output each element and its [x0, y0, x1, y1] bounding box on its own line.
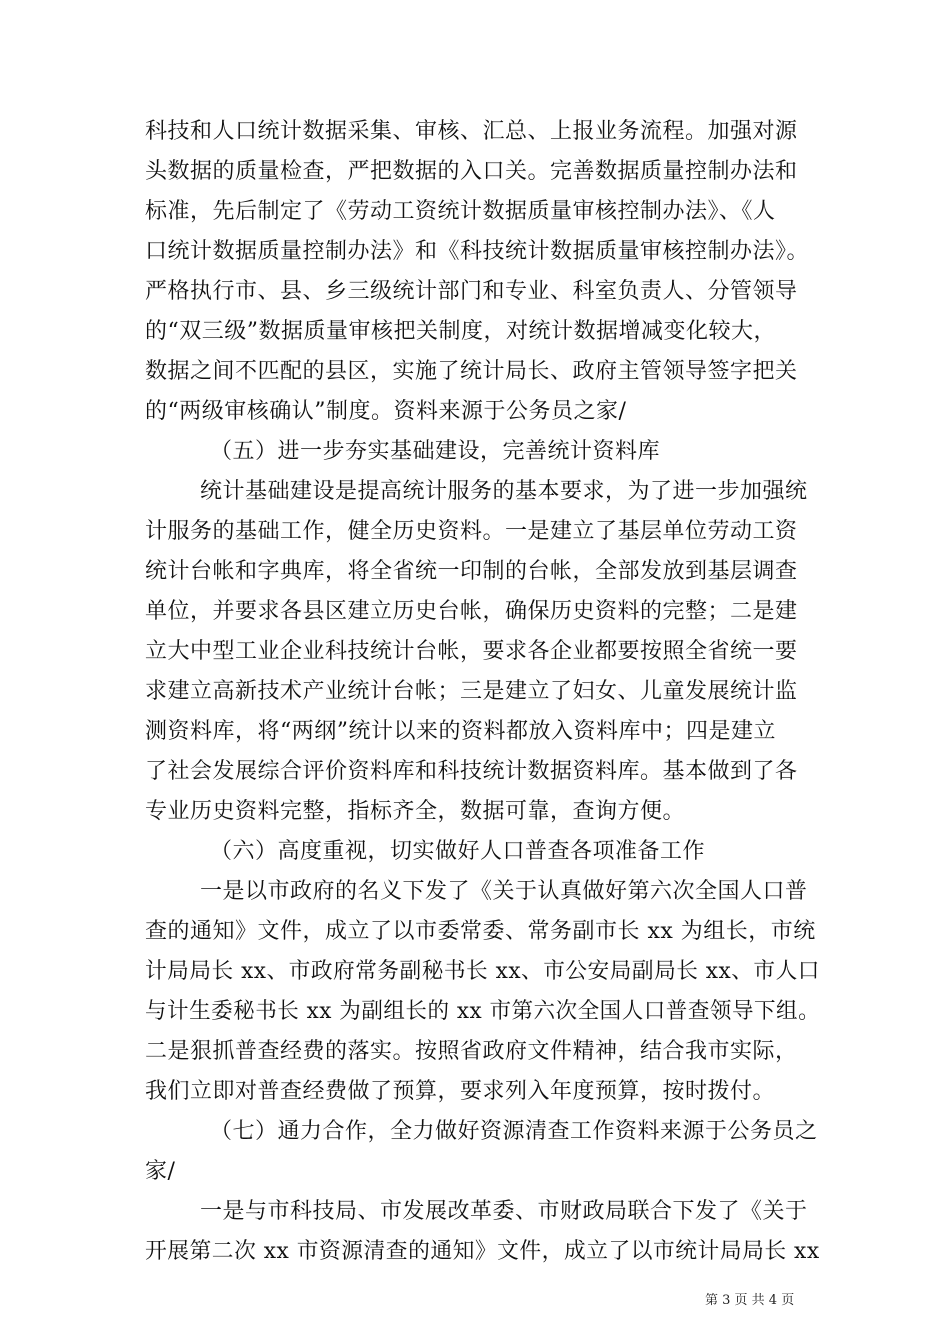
body-text-line: 专业历史资料完整，指标齐全，数据可靠，查询方便。 [145, 799, 686, 824]
body-text-line: 的“两级审核确认”制度。资料来源于公务员之家/ [145, 399, 627, 424]
body-text-line: 头数据的质量检查，严把数据的入口关。完善数据质量控制办法和 [145, 159, 798, 184]
body-text-line: 测资料库，将“两纲”统计以来的资料都放入资料库中；四是建立 [145, 719, 776, 744]
body-text-line: 计局局长 xx、市政府常务副秘书长 xx、市公安局副局长 xx、市人口 [145, 959, 820, 984]
body-text-line: 严格执行市、县、乡三级统计部门和专业、科室负责人、分管领导 [145, 279, 798, 304]
section-heading-5: （五）进一步夯实基础建设，完善统计资料库 [210, 439, 661, 464]
body-text-line: 与计生委秘书长 xx 为副组长的 xx 市第六次全国人口普查领导下组。 [145, 999, 821, 1024]
paragraph-first-line: 统计基础建设是提高统计服务的基本要求，为了进一步加强统 [200, 479, 808, 504]
paragraph-first-line: 一是与市科技局、市发展改革委、市财政局联合下发了《关于 [200, 1199, 808, 1224]
section-heading-6: （六）高度重视，切实做好人口普查各项准备工作 [210, 839, 706, 864]
body-text-line: 口统计数据质量控制办法》和《科技统计数据质量审核控制办法》。 [145, 239, 810, 264]
section-heading-7: （七）通力合作，全力做好资源清查工作资料来源于公务员之 [210, 1119, 818, 1144]
body-text-line: 标准，先后制定了《劳动工资统计数据质量审核控制办法》、《人 [145, 199, 776, 224]
body-text-line: 计服务的基础工作，健全历史资料。一是建立了基层单位劳动工资 [145, 519, 798, 544]
body-text-line: 求建立高新技术产业统计台帐；三是建立了妇女、儿童发展统计监 [145, 679, 798, 704]
body-text-line: 开展第二次 xx 市资源清查的通知》文件，成立了以市统计局局长 xx [145, 1239, 820, 1264]
body-text-line: 家/ [145, 1159, 176, 1184]
body-text-line: 立大中型工业企业科技统计台帐，要求各企业都要按照全省统一要 [145, 639, 798, 664]
body-text-line: 二是狠抓普查经费的落实。按照省政府文件精神，结合我市实际， [145, 1039, 798, 1064]
body-text-line: 单位，并要求各县区建立历史台帐，确保历史资料的完整；二是建 [145, 599, 798, 624]
body-text-line: 数据之间不匹配的县区，实施了统计局长、政府主管领导签字把关 [145, 359, 798, 384]
body-text-line: 我们立即对普查经费做了预算，要求列入年度预算，按时拨付。 [145, 1079, 776, 1104]
body-text-line: 统计台帐和字典库，将全省统一印制的台帐，全部发放到基层调查 [145, 559, 798, 584]
paragraph-first-line: 一是以市政府的名义下发了《关于认真做好第六次全国人口普 [200, 879, 808, 904]
body-text-line: 的“双三级”数据质量审核把关制度，对统计数据增减变化较大， [145, 319, 776, 344]
body-text-line: 科技和人口统计数据采集、审核、汇总、上报业务流程。加强对源 [145, 119, 798, 144]
body-text-line: 了社会发展综合评价资料库和科技统计数据资料库。基本做到了各 [145, 759, 798, 784]
page-number: 第 3 页 共 4 页 [705, 1293, 795, 1308]
body-text-line: 查的通知》文件，成立了以市委常委、常务副市长 xx 为组长，市统 [145, 919, 816, 944]
